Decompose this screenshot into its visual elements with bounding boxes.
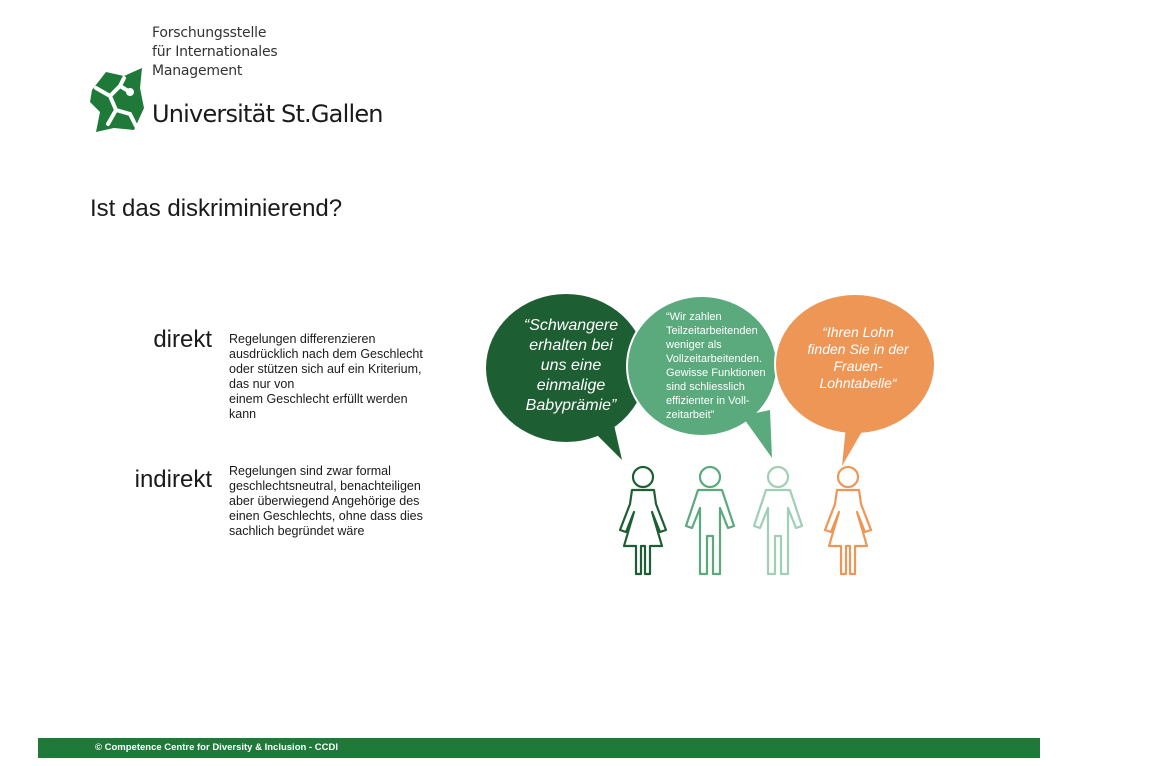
hsg-logo-icon: [90, 68, 144, 132]
woman-figure-icon: [825, 467, 871, 574]
definition-indirect: Regelungen sind zwar formal geschlechtsneutral, benachteiligen aber überwiegend Angehörige des einen Geschlechts, ohne dass dies sachlich begründet wäre: [229, 464, 423, 538]
bubble-1-text: “Schwangere erhalten bei uns eine einmalige Babyprämie”: [523, 317, 619, 414]
footer-bar: [38, 738, 1040, 758]
bubble-3-text: “Ihren Lohn finden Sie in der Frauen- Lohntabelle“: [807, 324, 909, 391]
definition-direct: Regelungen differenzieren ausdrücklich nach dem Geschlecht oder stützen sich auf ein Kriterium, das nur von einem Geschlecht erfüllt werden kann: [229, 332, 423, 421]
logo-subtitle-line2: für Internationales Management: [152, 44, 278, 79]
logo-subtitle: [152, 24, 370, 81]
speech-bubbles-illustration: [480, 290, 960, 590]
bubble-2-text: “Wir zahlen Teilzeitarbeitenden weniger als Vollzeitarbeitenden. Gewisse Funktionen sind schliesslich effizienter in Voll- zeitarbeit”: [666, 311, 766, 421]
term-direct: direkt: [153, 326, 212, 353]
term-indirect: indirekt: [134, 466, 212, 493]
logo-subtitle-line1: Forschungsstelle: [152, 25, 267, 41]
slide-title: Ist das diskriminierend?: [90, 195, 343, 222]
woman-figure-icon: [620, 467, 666, 574]
footer-copyright: © Competence Centre for Diversity & Inclusion - CCDI: [95, 742, 338, 753]
logo-wordmark: Universität St.Gallen: [152, 100, 383, 128]
man-figure-icon: [754, 467, 802, 574]
man-figure-icon: [686, 467, 734, 574]
university-logo: [90, 24, 383, 134]
